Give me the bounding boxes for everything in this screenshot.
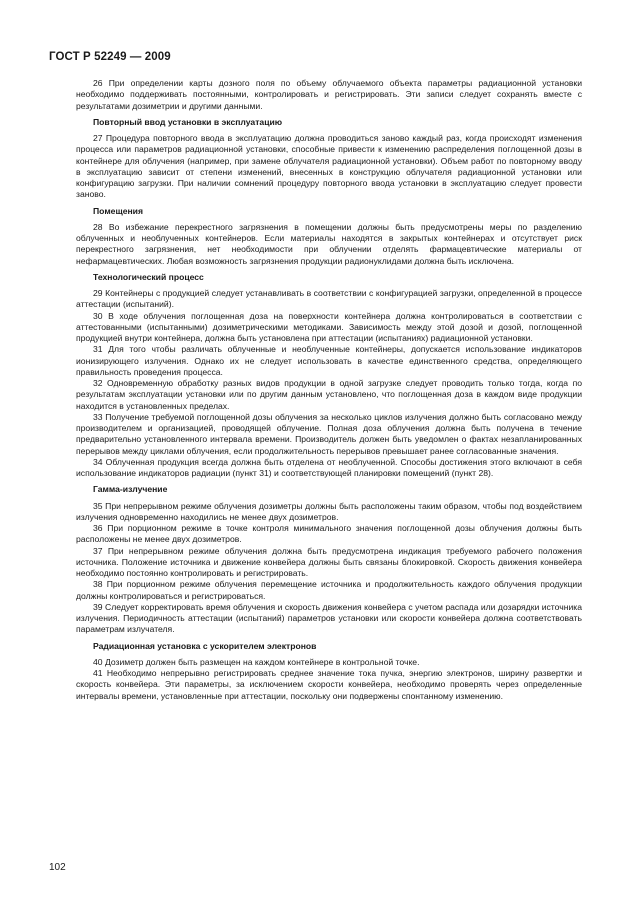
- paragraph: 28 Во избежание перекрестного загрязнения в помещении должны быть предусмотрены меры по разделению облученных и необлученных контейнеров. Если материалы находятся в закрытых контейнерах и отсутствует риск перекрестного загрязнения, нет необходимости при облучении отделять фармацевтические материалы от нефармацевтических. Любая возможность загрязнения продукции радионуклидами должна быть исключена.: [76, 221, 582, 266]
- paragraph: 40 Дозиметр должен быть размещен на каждом контейнере в контрольной точке.: [93, 656, 420, 667]
- standard-header: ГОСТ Р 52249 — 2009: [49, 51, 171, 63]
- paragraph: 39 Следует корректировать время облучения и скорость движения конвейера с учетом распада или дозарядки источника излучения. Периодичность аттестации (испытаний) параметров установки или скорости конвейера должна соответствовать параметрам излучателя.: [76, 601, 582, 635]
- paragraph: 26 При определении карты дозного поля по объему облучаемого объекта параметры радиационной установки необходимо поддерживать постоянными, контролировать и регистрировать. Эти записи следует сохранять вместе с результатами дозиметрии и другими данными.: [76, 78, 582, 111]
- document-body: [76, 78, 582, 702]
- paragraph: 35 При непрерывном режиме облучения дозиметры должны быть расположены таким образом, чтобы под воздействием излучения одновременно находились не менее двух дозиметров.: [76, 500, 582, 522]
- paragraph: 37 При непрерывном режиме облучения должна быть предусмотрена индикация требуемого рабочего положения источника. Положение источника и движение конвейера должны быть связаны блокировкой. Скорость движения конвейера необходимо постоянно контролировать и регистрировать.: [76, 545, 582, 578]
- paragraph: 27 Процедура повторного ввода в эксплуатацию должна проводиться заново каждый раз, когда происходят изменения процесса или параметров радиационной установки, способные привести к изменению распределения поглощенной дозы в контейнере для облучения (например, при замене облучателя радиационной установки). Объем работ по повторному вводу в эксплуатацию зависит от степени изменений, внесенных в конструкцию облучателя радиационной установки или конфигурацию загрузки. При наличии сомнений процедуру повторного ввода установки в эксплуатацию следует провести заново.: [76, 133, 582, 200]
- paragraph: 29 Контейнеры с продукцией следует устанавливать в соответствии с конфигурацией загрузки, определенной в процессе аттестации (испытаний).: [76, 288, 582, 310]
- paragraph: 38 При порционном режиме облучения перемещение источника и продолжительность каждого облучения продукции должны контролироваться и регистрироваться.: [76, 579, 582, 601]
- section-heading: Технологический процесс: [93, 271, 204, 282]
- section-heading: Радиационная установка с ускорителем электронов: [93, 640, 317, 651]
- section-heading: Гамма-излучение: [93, 484, 168, 495]
- section-heading: Помещения: [93, 205, 143, 216]
- paragraph: 36 При порционном режиме в точке контроля минимального значения поглощенной дозы облучения должны быть расположены не менее двух дозиметров.: [76, 523, 582, 545]
- paragraph: 30 В ходе облучения поглощенная доза на поверхности контейнера должна контролироваться в соответствии с аттестованными (испытанными) дозиметрическими методиками. Зависимость между этой дозой и дозой, поглощенной продукцией внутри контейнера, должна быть установлена при аттестации (испытаниях) радиационной установки.: [76, 310, 582, 343]
- paragraph: 33 Получение требуемой поглощенной дозы облучения за несколько циклов излучения должно быть согласовано между производителем и организацией, проводящей облучение. Полная доза облучения должна быть получена в течение предварительно установленного интервала времени. Производитель должен быть уведомлен о фактах незапланированных перерывов между циклами облучения, если продолжительность перерывов превышает ранее согласованные значения.: [76, 411, 582, 456]
- paragraph: 32 Одновременную обработку разных видов продукции в одной загрузке следует проводить только тогда, когда по результатам эксплуатации установки или по другим данным установлено, что поглощенная доза в каждом виде продукции находится в установленных пределах.: [76, 378, 582, 411]
- section-heading: Повторный ввод установки в эксплуатацию: [93, 116, 283, 127]
- paragraph: 34 Облученная продукция всегда должна быть отделена от необлученной. Способы достижения этого включают в себя использование индикаторов радиации (пункт 31) и соответствующей планировки помещений (пункт 28).: [76, 456, 582, 478]
- page-number: 102: [49, 862, 66, 873]
- paragraph: 31 Для того чтобы различать облученные и необлученные контейнеры, допускается использование индикаторов ионизирующего излучения. Однако их не следует использовать в качестве единственного средства, определяющего правильность проведения процесса.: [76, 344, 582, 377]
- paragraph: 41 Необходимо непрерывно регистрировать среднее значение тока пучка, энергию электронов, ширину развертки и скорость конвейера. Эти параметры, за исключением скорости конвейера, необходимо проверять через определенные интервалы времени, установленные при аттестации, поскольку они подвержены спонтанному изменению.: [76, 668, 582, 701]
